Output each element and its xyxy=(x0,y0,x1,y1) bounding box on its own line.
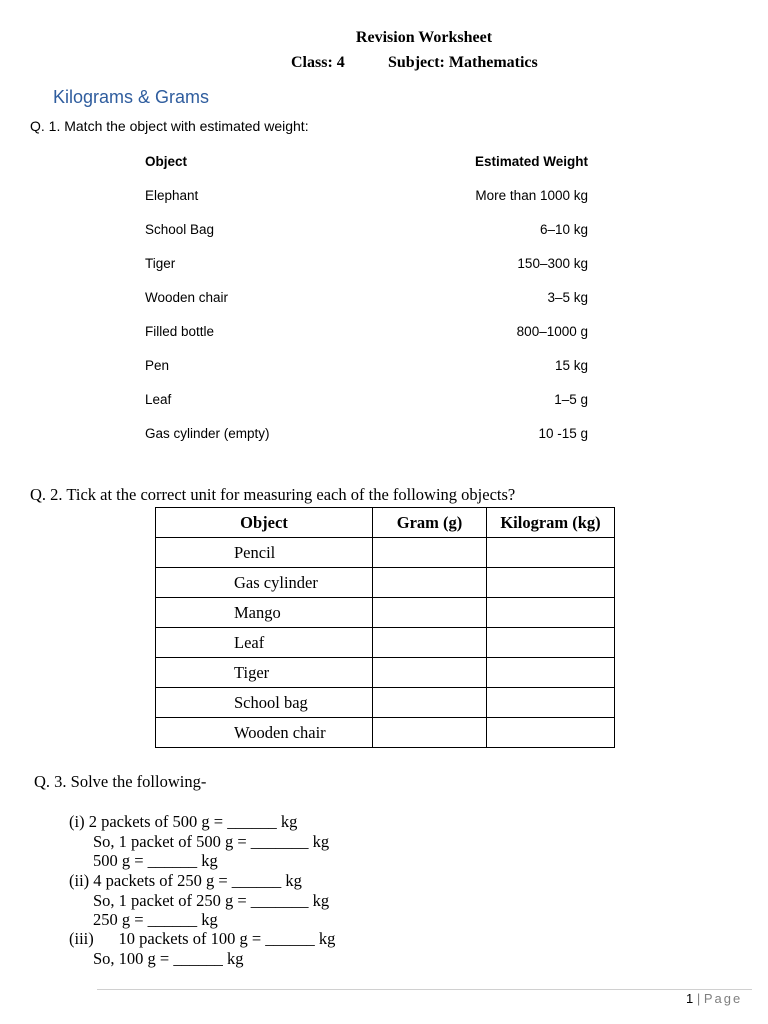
subject-label: Subject: Mathematics xyxy=(388,54,538,71)
match-table xyxy=(145,154,588,460)
object-cell: Leaf xyxy=(156,628,373,658)
table-row xyxy=(156,658,615,688)
match-row xyxy=(145,188,588,222)
unit-table-header xyxy=(156,508,615,538)
gram-column-header: Gram (g) xyxy=(373,508,487,538)
object-cell: School bag xyxy=(156,688,373,718)
problem-line: So, 100 g = ______ kg xyxy=(93,949,244,968)
table-row xyxy=(156,568,615,598)
match-weight: More than 1000 kg xyxy=(475,188,588,203)
object-cell: Mango xyxy=(156,598,373,628)
gram-tick-cell[interactable] xyxy=(373,538,487,568)
footer-separator: | xyxy=(696,991,701,1006)
match-object: Tiger xyxy=(145,256,176,271)
problem-line: (ii) 4 packets of 250 g = ______ kg xyxy=(69,871,302,890)
unit-table xyxy=(155,507,615,748)
match-object: School Bag xyxy=(145,222,215,237)
kilogram-tick-cell[interactable] xyxy=(487,628,615,658)
kilogram-tick-cell[interactable] xyxy=(487,718,615,748)
match-weight: 15 kg xyxy=(554,358,588,373)
match-row xyxy=(145,358,588,392)
match-object: Gas cylinder (empty) xyxy=(145,426,270,441)
match-row xyxy=(145,324,588,358)
match-row xyxy=(145,426,588,460)
kilogram-tick-cell[interactable] xyxy=(487,568,615,598)
table-row xyxy=(156,688,615,718)
object-cell: Wooden chair xyxy=(156,718,373,748)
page-number: 1 xyxy=(686,991,694,1006)
problem-line: 500 g = ______ kg xyxy=(93,851,218,870)
gram-tick-cell[interactable] xyxy=(373,718,487,748)
object-cell: Pencil xyxy=(156,538,373,568)
problem-line: 250 g = ______ kg xyxy=(93,910,218,929)
object-column-header: Object xyxy=(145,154,188,169)
kilogram-tick-cell[interactable] xyxy=(487,688,615,718)
problem-line: So, 1 packet of 500 g = _______ kg xyxy=(93,832,330,851)
match-row xyxy=(145,392,588,426)
class-label: Class: 4 xyxy=(291,54,345,71)
match-object: Elephant xyxy=(145,188,199,203)
problem-line: (iii) 10 packets of 100 g = ______ kg xyxy=(69,929,336,948)
match-row xyxy=(145,290,588,324)
worksheet-title: Revision Worksheet xyxy=(355,29,493,46)
object-cell: Tiger xyxy=(156,658,373,688)
match-object: Pen xyxy=(145,358,170,373)
kilogram-tick-cell[interactable] xyxy=(487,658,615,688)
kilogram-column-header: Kilogram (kg) xyxy=(487,508,615,538)
question-3-text: Q. 3. Solve the following- xyxy=(34,772,207,791)
gram-tick-cell[interactable] xyxy=(373,598,487,628)
gram-tick-cell[interactable] xyxy=(373,688,487,718)
gram-tick-cell[interactable] xyxy=(373,658,487,688)
problem-line: So, 1 packet of 250 g = _______ kg xyxy=(93,891,330,910)
table-row xyxy=(156,538,615,568)
kilogram-tick-cell[interactable] xyxy=(487,598,615,628)
match-weight: 1–5 g xyxy=(554,392,588,407)
problem-line: (i) 2 packets of 500 g = ______ kg xyxy=(69,812,298,831)
object-cell: Gas cylinder xyxy=(156,568,373,598)
table-row xyxy=(156,598,615,628)
match-object: Filled bottle xyxy=(145,324,215,339)
footer-divider xyxy=(97,989,752,990)
table-row xyxy=(156,718,615,748)
question-2-text: Q. 2. Tick at the correct unit for measuring each of the following objects? xyxy=(30,485,516,504)
match-weight: 3–5 kg xyxy=(547,290,588,305)
match-row xyxy=(145,256,588,290)
page-label: Page xyxy=(703,991,743,1006)
match-weight: 10 -15 g xyxy=(538,426,588,441)
match-table-header xyxy=(145,154,588,188)
object-column-header: Object xyxy=(156,508,373,538)
table-row xyxy=(156,628,615,658)
match-row xyxy=(145,222,588,256)
match-object: Leaf xyxy=(145,392,172,407)
match-weight: 800–1000 g xyxy=(516,324,588,339)
gram-tick-cell[interactable] xyxy=(373,628,487,658)
match-weight: 6–10 kg xyxy=(539,222,588,237)
page-footer xyxy=(686,991,742,1006)
match-weight: 150–300 kg xyxy=(517,256,588,271)
kilogram-tick-cell[interactable] xyxy=(487,538,615,568)
question-1-text: Q. 1. Match the object with estimated weight: xyxy=(30,118,309,134)
gram-tick-cell[interactable] xyxy=(373,568,487,598)
topic-heading: Kilograms & Grams xyxy=(53,87,210,107)
weight-column-header: Estimated Weight xyxy=(474,154,588,169)
match-object: Wooden chair xyxy=(145,290,229,305)
